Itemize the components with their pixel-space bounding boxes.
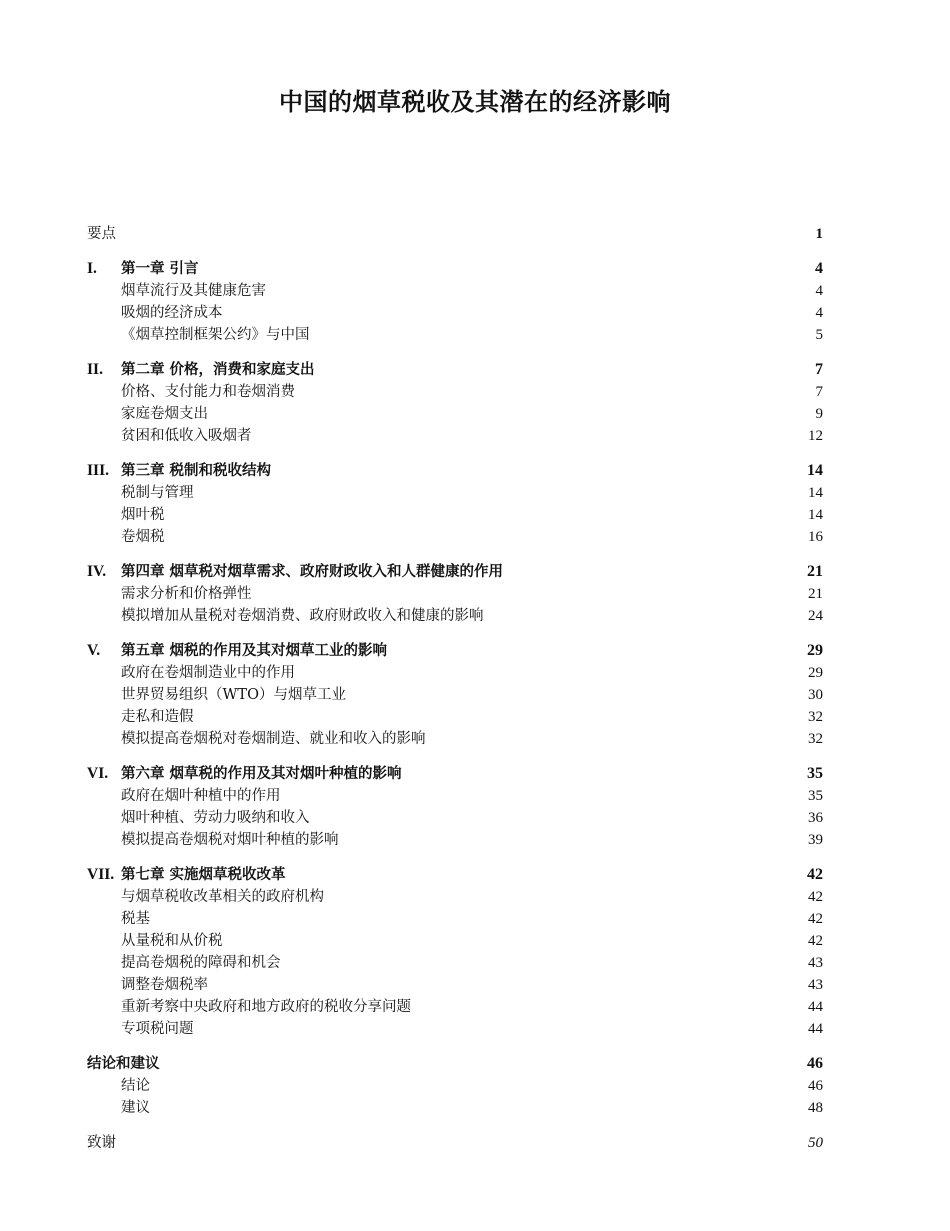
entry-page-number: 50 [808,1135,823,1151]
toc-chapter-row [87,763,823,785]
subsection-page-number: 32 [808,709,823,725]
subsection-title: 结论 [121,1078,150,1094]
subsection-page-number: 42 [808,889,823,905]
toc-subsection-row [87,381,823,403]
chapter-number: IV. [87,563,107,580]
chapter-title: 第六章 烟草税的作用及其对烟叶种植的影响 [121,765,402,782]
toc-subsection-row [87,662,823,684]
toc-gap [87,851,823,864]
chapter-page-number: 14 [807,462,823,479]
toc-subsection-row [87,1018,823,1040]
subsection-title: 税基 [121,911,150,927]
toc-subsection-row [87,908,823,930]
document-title: 中国的烟草税收及其潜在的经济影响 [279,88,671,116]
toc-subsection-row [87,974,823,996]
subsection-page-number: 4 [815,305,823,321]
entry-title: 致谢 [87,1135,116,1151]
subsection-page-number: 36 [808,810,823,826]
toc-subsection-row [87,482,823,504]
subsection-page-number: 32 [808,731,823,747]
toc-subsection-row [87,302,823,324]
subsection-page-number: 39 [808,832,823,848]
chapter-page-number: 4 [815,260,823,277]
subsection-title: 走私和造假 [121,709,194,725]
subsection-title: 吸烟的经济成本 [121,305,223,321]
toc-chapter-row [87,561,823,583]
toc-chapter-row [87,640,823,662]
subsection-title: 重新考察中央政府和地方政府的税收分享问题 [121,999,411,1015]
toc-subsection-row [87,728,823,750]
section-page-number: 46 [807,1055,823,1072]
subsection-page-number: 14 [808,507,823,523]
subsection-page-number: 35 [808,788,823,804]
subsection-page-number: 4 [815,283,823,299]
toc-subsection-row [87,807,823,829]
subsection-title: 烟叶税 [121,507,165,523]
subsection-page-number: 46 [808,1078,823,1094]
subsection-page-number: 42 [808,933,823,949]
entry-page-number: 1 [815,226,823,242]
subsection-page-number: 30 [808,687,823,703]
chapter-number: VI. [87,765,109,782]
toc-section-row [87,1053,823,1075]
chapter-page-number: 7 [815,361,823,378]
chapter-title: 第五章 烟税的作用及其对烟草工业的影响 [121,642,388,659]
toc-subsection-row [87,1075,823,1097]
subsection-page-number: 43 [808,977,823,993]
chapter-number: III. [87,462,109,479]
subsection-page-number: 48 [808,1100,823,1116]
chapter-title: 第三章 税制和税收结构 [121,462,272,479]
subsection-title: 模拟提高卷烟税对烟叶种植的影响 [121,832,339,848]
subsection-title: 贫困和低收入吸烟者 [121,428,252,444]
subsection-title: 专项税问题 [121,1021,194,1037]
toc-subsection-row [87,829,823,851]
toc-gap [87,548,823,561]
toc-gap [87,1119,823,1132]
toc-subsection-row [87,930,823,952]
subsection-page-number: 44 [808,1021,823,1037]
toc-subsection-row [87,886,823,908]
chapter-page-number: 21 [807,563,823,580]
subsection-page-number: 7 [815,384,823,400]
toc-subsection-row [87,996,823,1018]
subsection-title: 政府在烟叶种植中的作用 [121,788,281,804]
toc-subsection-row [87,706,823,728]
subsection-page-number: 29 [808,665,823,681]
chapter-title: 第二章 价格，消费和家庭支出 [121,361,315,378]
subsection-title: 价格、支付能力和卷烟消费 [121,384,295,400]
toc-subsection-row [87,605,823,627]
toc-gap [87,627,823,640]
subsection-title: 模拟增加从量税对卷烟消费、政府财政收入和健康的影响 [121,608,484,624]
toc-plain-row [87,223,823,245]
subsection-page-number: 21 [808,586,823,602]
subsection-title: 烟草流行及其健康危害 [121,283,266,299]
subsection-page-number: 24 [808,608,823,624]
toc-subsection-row [87,526,823,548]
subsection-title: 家庭卷烟支出 [121,406,208,422]
subsection-page-number: 42 [808,911,823,927]
subsection-page-number: 5 [815,327,823,343]
subsection-title: 模拟提高卷烟税对卷烟制造、就业和收入的影响 [121,731,426,747]
toc-subsection-row [87,504,823,526]
toc-subsection-row [87,425,823,447]
chapter-number: I. [87,260,97,277]
toc-subsection-row [87,684,823,706]
toc-gap [87,750,823,763]
subsection-page-number: 44 [808,999,823,1015]
chapter-title: 第一章 引言 [121,260,199,277]
subsection-title: 卷烟税 [121,529,165,545]
chapter-number: VII. [87,866,115,883]
toc-subsection-row [87,324,823,346]
subsection-title: 从量税和从价税 [121,933,223,949]
subsection-page-number: 14 [808,485,823,501]
toc-chapter-row [87,460,823,482]
subsection-title: 建议 [121,1100,150,1116]
chapter-title: 第四章 烟草税对烟草需求、政府财政收入和人群健康的作用 [121,563,504,580]
section-title: 结论和建议 [87,1055,160,1072]
chapter-page-number: 35 [807,765,823,782]
entry-title: 要点 [87,226,116,242]
toc-chapter-row [87,258,823,280]
toc-subsection-row [87,1097,823,1119]
table-of-contents [87,223,823,1154]
chapter-number: V. [87,642,101,659]
subsection-page-number: 43 [808,955,823,971]
subsection-title: 世界贸易组织（WTO）与烟草工业 [121,687,346,703]
subsection-page-number: 16 [808,529,823,545]
toc-subsection-row [87,403,823,425]
subsection-title: 调整卷烟税率 [121,977,208,993]
subsection-page-number: 12 [808,428,823,444]
toc-gap [87,1040,823,1053]
subsection-title: 烟叶种植、劳动力吸纳和收入 [121,810,310,826]
toc-gap [87,447,823,460]
toc-subsection-row [87,583,823,605]
toc-chapter-row [87,359,823,381]
chapter-page-number: 42 [807,866,823,883]
subsection-title: 需求分析和价格弹性 [121,586,252,602]
chapter-title: 第七章 实施烟草税收改革 [121,866,286,883]
toc-plain-row [87,1132,823,1154]
subsection-title: 税制与管理 [121,485,194,501]
toc-subsection-row [87,280,823,302]
chapter-page-number: 29 [807,642,823,659]
subsection-page-number: 9 [815,406,823,422]
toc-gap [87,346,823,359]
toc-subsection-row [87,785,823,807]
chapter-number: II. [87,361,103,378]
subsection-title: 政府在卷烟制造业中的作用 [121,665,295,681]
subsection-title: 《烟草控制框架公约》与中国 [121,327,310,343]
subsection-title: 与烟草税收改革相关的政府机构 [121,889,324,905]
subsection-title: 提高卷烟税的障碍和机会 [121,955,281,971]
toc-gap [87,245,823,258]
toc-subsection-row [87,952,823,974]
toc-chapter-row [87,864,823,886]
